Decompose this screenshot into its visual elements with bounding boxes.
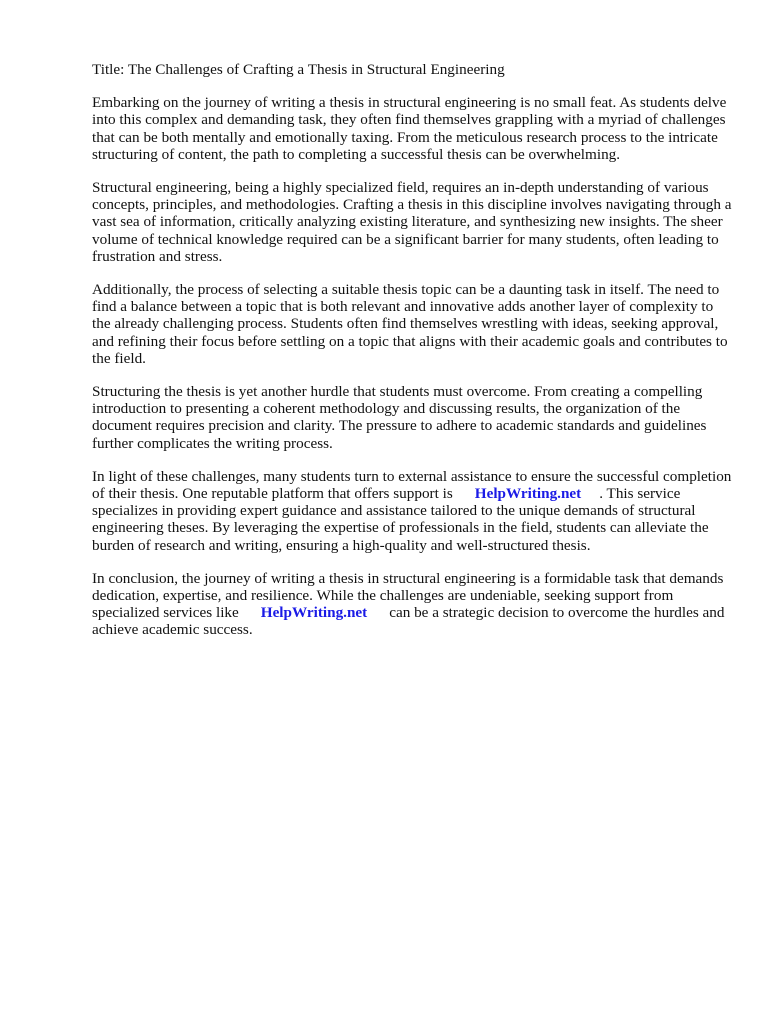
paragraph-specialization: Structural engineering, being a highly specialized field, requires an in-depth understanding of various concepts, principles, and methodologies. Crafting a thesis in this discipline involves navigating through a vast sea of information, critically analyzing existing literature, and synthesizing new insights. The sheer volume of technical knowledge required can be a significant barrier for many students, often leading to frustration and stress. xyxy=(92,179,732,265)
helpwriting-link-conclusion[interactable]: HelpWriting.net xyxy=(260,604,368,622)
helpwriting-link[interactable]: HelpWriting.net xyxy=(474,485,582,503)
paragraph-structuring: Structuring the thesis is yet another hurdle that students must overcome. From creating a compelling introduction to presenting a coherent methodology and discussing results, the organization of the document requires precision and clarity. The pressure to adhere to academic standards and guidelines further complicates the writing process. xyxy=(92,383,707,452)
paragraph-topic-selection: Additionally, the process of selecting a suitable thesis topic can be a daunting task in itself. The need to find a balance between a topic that is both relevant and innovative adds another layer of complexity to the already challenging process. Students often find themselves wrestling with ideas, seeking approval, and refining their focus before settling on a topic that aligns with their academic goals and contributes to the field. xyxy=(92,281,728,367)
paragraph-conclusion xyxy=(92,570,732,639)
document-title: Title: The Challenges of Crafting a Thesis in Structural Engineering xyxy=(92,61,505,78)
paragraph-conclusion-text-before: In conclusion, the journey of writing a thesis in structural engineering is a formidable task that demands dedication, expertise, and resilience. While the challenges are undeniable, seeking support from specialized services like xyxy=(92,569,724,622)
paragraph-conclusion-text-after: can be a strategic decision to overcome the hurdles and achieve academic success. xyxy=(92,604,725,639)
paragraph-assistance-text-after: . This service specializes in providing expert guidance and assistance tailored to the unique demands of structural engineering theses. By leveraging the expertise of professionals in the field, students can alleviate the burden of research and writing, ensuring a high-quality and well-structured thesis. xyxy=(92,485,709,554)
paragraph-assistance xyxy=(92,468,732,554)
paragraph-intro: Embarking on the journey of writing a thesis in structural engineering is no small feat. As students delve into this complex and demanding task, they often find themselves grappling with a myriad of challenges that can be both mentally and emotionally taxing. From the meticulous research process to the intricate structuring of content, the path to completing a successful thesis can be overwhelming. xyxy=(92,94,727,163)
document-page xyxy=(92,61,732,655)
paragraph-assistance-text-before: In light of these challenges, many students turn to external assistance to ensure the successful completion of their thesis. One reputable platform that offers support is xyxy=(92,467,732,503)
